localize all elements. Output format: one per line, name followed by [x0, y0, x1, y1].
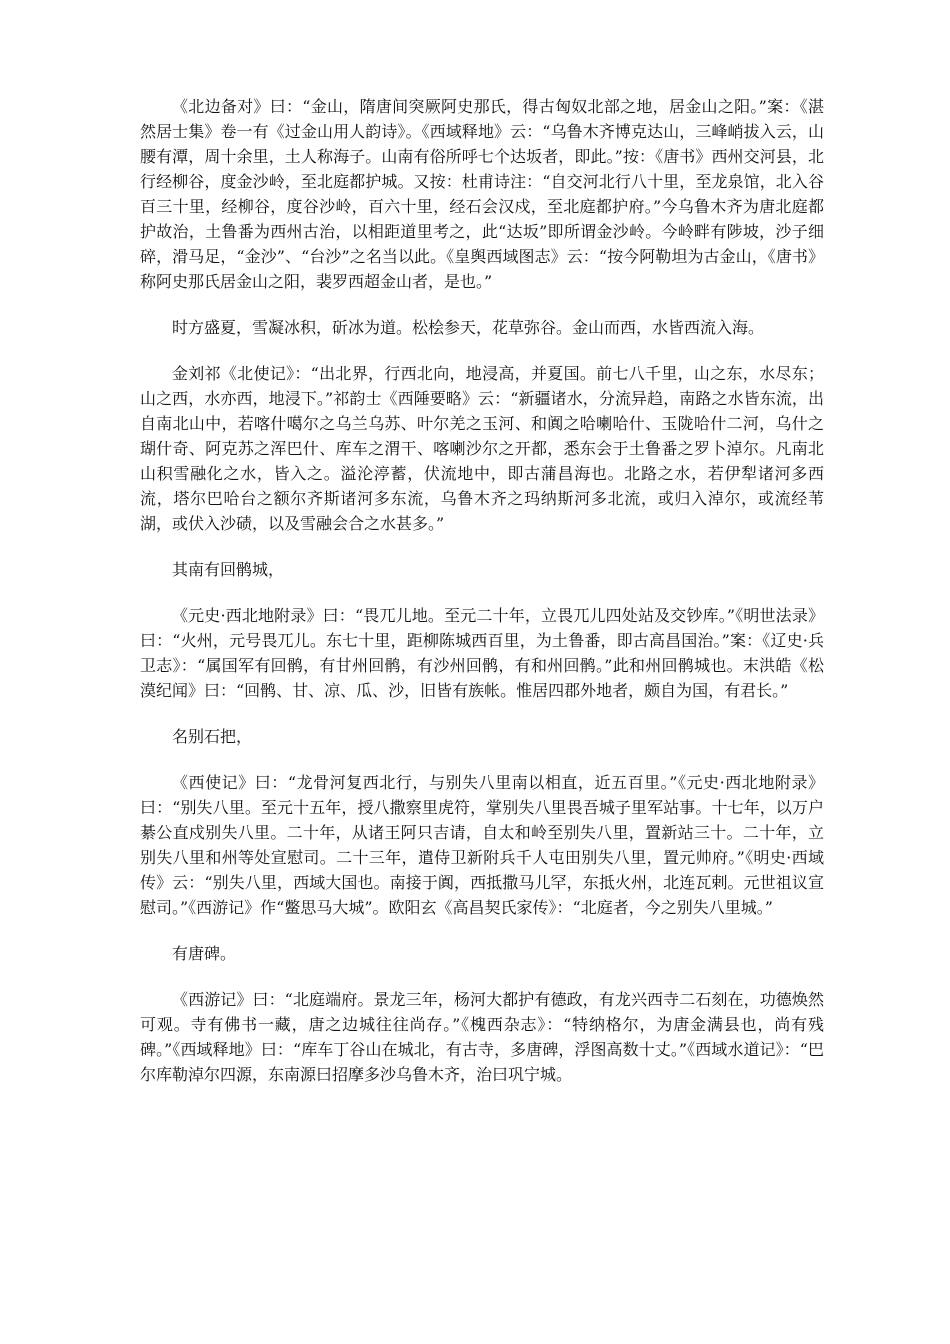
paragraph-annotation-jinshan: 《北边备对》曰：“金山，隋唐间突厥阿史那氏，得古匈奴北部之地，居金山之阳。”案：《湛然居士集》卷一有《过金山用人韵诗》。《西域释地》云：“乌鲁木齐博克达山，三峰峭拔入云，山腰有潭，周十余里，土人称海子。山南有俗所呼七个达坂者，即此。”按：《唐书》西州交河县，北行经柳谷，度金沙岭，至北庭都护城。又按：杜甫诗注：“自交河北行八十里，至龙泉馆，北入谷百三十里，经柳谷，度谷沙岭，百六十里，经石会汉戍，至北庭都护府。”今乌鲁木齐为唐北庭都护故治，土鲁番为西州古治，以相距道里考之，此“达坂”即所谓金沙岭。今岭畔有陟坡，沙子细碎，滑马足，“金沙”、“台沙”之名当以此。《皇舆西域图志》云：“按今阿勒坦为古金山，《唐书》称阿史那氏居金山之阳，裴罗西超金山者，是也。”	[140, 97, 824, 291]
paragraph-annotation-huihu-city: 《元史·西北地附录》曰：“畏兀儿地。至元二十年，立畏兀儿四处站及交钞库。”《明世法录》曰：“火州，元号畏兀儿。东七十里，距柳陈城西百里，为土鲁番，即古高昌国治。”案：《辽史·兵卫志》：“属国军有回鹘，有甘州回鹘，有沙州回鹘，有和州回鹘。”此和州回鹘城也。末洪皓《松漠纪闻》曰：“回鹘、甘、凉、瓜、沙，旧皆有族帐。惟居四郡外地者，颇自为国，有君长。”	[140, 606, 824, 700]
paragraph-main-text-huihu: 其南有回鹘城，	[172, 560, 285, 579]
document-body	[140, 94, 824, 1108]
paragraph-main-text-summer: 时方盛夏，雪凝冰积，斫冰为道。松桧参天，花草弥谷。金山而西，水皆西流入海。	[172, 318, 765, 337]
paragraph-main-text-bieshiba: 名别石把，	[172, 727, 253, 746]
paragraph-annotation-tang-stele: 《西游记》曰：“北庭端府。景龙三年，杨河大都护有德政，有龙兴西寺二石刻在，功德焕然可观。寺有佛书一藏，唐之边城往往尚存。”《槐西杂志》：“特纳格尔，为唐金满县也，尚有残碑。”《西域释地》曰：“库车丁谷山在城北，有古寺，多唐碑，浮图高数十丈。”《西域水道记》：“巴尔库勒淖尔四源，东南源曰招摩多沙乌鲁木齐，治曰巩宁城。	[140, 990, 824, 1084]
paragraph-annotation-rivers: 金刘祁《北使记》：“出北界，行西北向，地浸高，并夏国。前七八千里，山之东，水尽东；山之西，水亦西，地浸下。”祁韵士《西陲要略》云：“新疆诸水，分流异趋，南路之水皆东流，出自南北山中，若喀什噶尔之乌兰乌苏、叶尔羌之玉河、和阗之哈喇哈什、玉陇哈什二河，乌什之瑚什奇、阿克苏之浑巴什、库车之渭干、喀喇沙尔之开都，悉东会于土鲁番之罗卜淖尔。凡南北山积雪融化之水，皆入之。溢沦渟蓄，伏流地中，即古蒲昌海也。北路之水，若伊犁诸河多西流，塔尔巴哈台之额尔齐斯诸河多东流，乌鲁木齐之玛纳斯河多北流，或归入淖尔，或流经苇湖，或伏入沙碛，以及雪融会合之水甚多。”	[140, 364, 824, 533]
paragraph-main-text-tang-stele: 有唐碑。	[172, 944, 237, 963]
paragraph-annotation-bieshibali: 《西使记》曰：“龙骨河复西北行，与别失八里南以相直，近五百里。”《元史·西北地附录》曰：“别失八里。至元十五年，授八撒察里虎符，掌别失八里畏吾城子里军站事。十七年，以万户綦公直戍别失八里。二十年，从诸王阿只吉请，自太和岭至别失八里，置新站三十。二十年，立别失八里和州等处宣慰司。二十三年，遣侍卫新附兵千人屯田别失八里，置元帅府。”《明史·西域传》云：“别失八里，西域大国也。南接于阗，西抵撒马儿罕，东抵火州，北连瓦剌。元世祖议宣慰司。”《西游记》作“鳖思马大城”。欧阳玄《高昌契氏家传》：“北庭者，今之别失八里城。”	[140, 773, 824, 917]
